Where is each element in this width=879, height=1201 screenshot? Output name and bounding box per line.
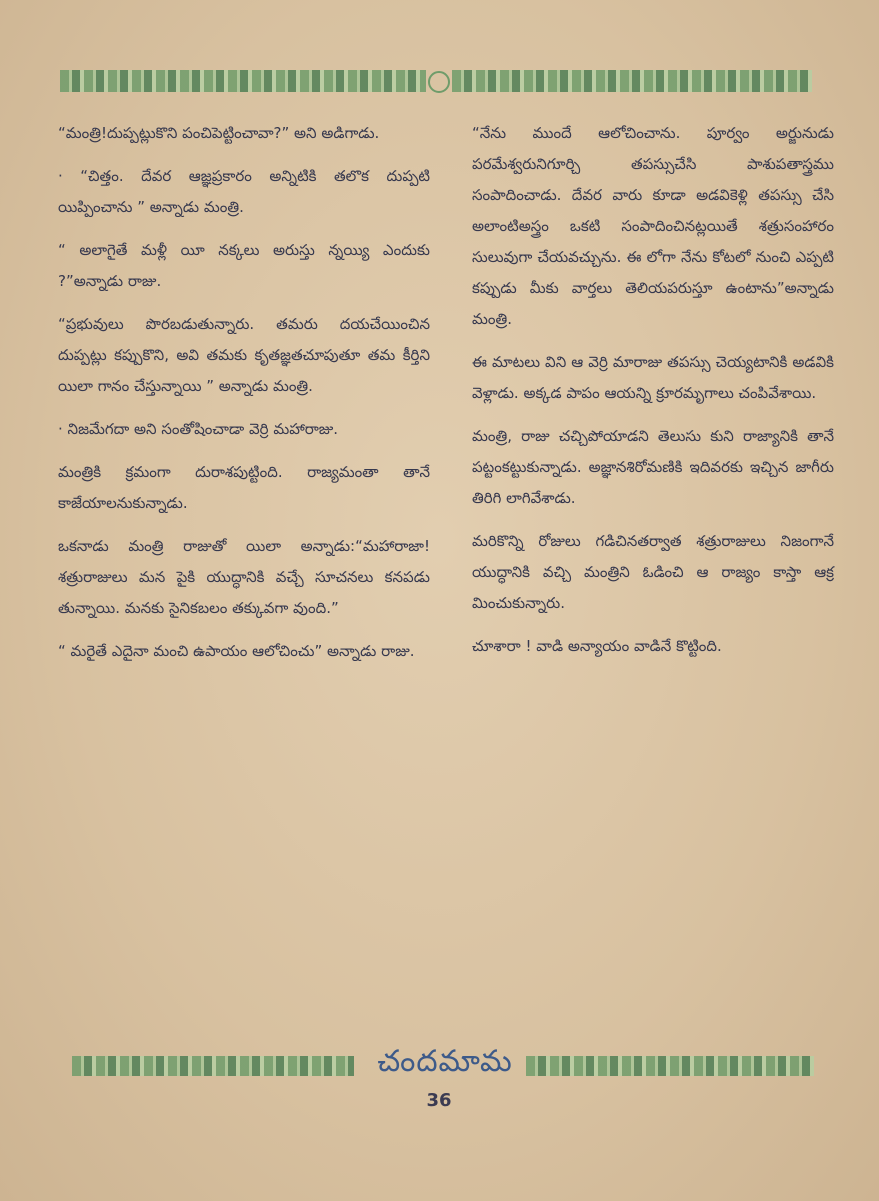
- paragraph: “నేను ముందే ఆలోచించాను. పూర్వం అర్జునుడు పరమేశ్వరునిగూర్చి తపస్సుచేసి పాశుపతాస్త్రము సంపాదించాడు. దేవర వారు కూడా అడవికెళ్లి తపస్సు చేసి అలాంటిఅస్త్రం ఒకటి సంపాదించినట్లయితే శత్రుసంహారం సులువుగా చేయవచ్చును. ఈ లోగా నేను కోటలో నుంచి ఎప్పటి కప్పుడు మీకు వార్తలు తెలియపరుస్తూ ఉంటాను”అన్నాడు మంత్రి.: [472, 124, 834, 328]
- left-text-column: [58, 118, 430, 679]
- paragraph: చూశారా ! వాడి అన్యాయం వాడినే కొట్టింది.: [472, 637, 722, 655]
- bottom-decorative-border-right: [526, 1056, 814, 1076]
- paragraph: “ మరైతే ఎదైనా మంచి ఉపాయం ఆలోచించు” అన్నాడు రాజు.: [58, 642, 415, 660]
- right-text-column: [472, 118, 834, 674]
- paragraph: “మంత్రి!దుప్పట్లుకొని పంచిపెట్టించావా?” అని అడిగాడు.: [58, 124, 380, 142]
- bottom-decorative-border-left: [72, 1056, 354, 1076]
- magazine-title: చందమామ: [377, 1044, 513, 1079]
- paragraph: ఒకనాడు మంత్రి రాజుతో యిలా అన్నాడు:“మహారాజా! శత్రురాజులు మన పైకి యుద్ధానికి వచ్చే సూచనలు కనపడు తున్నాయి. మనకు సైనికబలం తక్కువగా వుంది.”: [58, 537, 430, 617]
- top-decorative-border-left: [60, 70, 426, 92]
- paragraph: · నిజమేగదా అని సంతోషించాడా వెర్రి మహారాజు.: [58, 420, 339, 438]
- paragraph: · “చిత్తం. దేవర ఆజ్ఞప్రకారం అన్నిటికి తలొక దుప్పటి యిప్పించాను ” అన్నాడు మంత్రి.: [58, 167, 430, 216]
- paragraph: మరికొన్ని రోజులు గడిచినతర్వాత శత్రురాజులు నిజంగానే యుద్ధానికి వచ్చి మంత్రిని ఓడించి ఆ రాజ్యం కాస్తా ఆక్ర మించుకున్నారు.: [472, 532, 834, 612]
- paragraph: “ప్రభువులు పొరబడుతున్నారు. తమరు దయచేయించిన దుప్పట్లు కప్పుకొని, అవి తమకు కృతజ్ఞతచూపుతూ తమ కీర్తిని యిలా గానం చేస్తున్నాయి ” అన్నాడు మంత్రి.: [58, 315, 430, 395]
- top-decorative-border-right: [452, 70, 812, 92]
- paragraph: “ అలాగైతే మళ్లీ యీ నక్కలు అరుస్తు న్నయ్యి ఎందుకు ?”అన్నాడు రాజు.: [58, 241, 430, 290]
- paragraph: మంత్రి, రాజు చచ్చిపోయాడని తెలుసు కుని రాజ్యానికి తానే పట్టంకట్టుకున్నాడు. అజ్ఞానశిరోమణికి ఇదివరకు ఇచ్చిన జాగీరు తిరిగి లాగివేశాడు.: [472, 427, 834, 507]
- paragraph: మంత్రికి క్రమంగా దురాశపుట్టింది. రాజ్యమంతా తానే కాజేయాలనుకున్నాడు.: [58, 463, 430, 512]
- page-number: 36: [426, 1090, 452, 1111]
- paragraph: ఈ మాటలు విని ఆ వెర్రి మారాజు తపస్సు చెయ్యటానికి అడవికి వెళ్లాడు. అక్కడ పాపం ఆయన్ని క్రూరమృగాలు చంపివేశాయి.: [472, 353, 834, 402]
- border-circle-ornament: [428, 71, 450, 93]
